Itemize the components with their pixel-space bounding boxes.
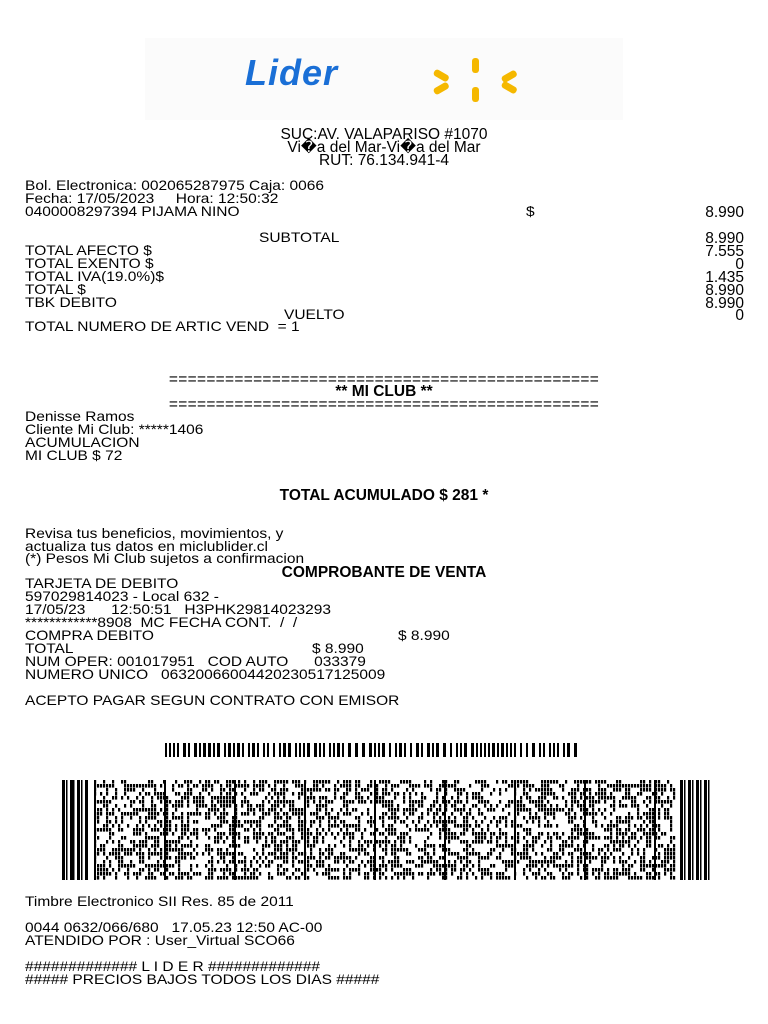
total-label: TOTAL $ [25, 282, 86, 298]
voucher-unico: NUMERO UNICO 06320066004420230517125009 [25, 667, 386, 683]
articles-count: TOTAL NUMERO DE ARTIC VEND = 1 [25, 319, 300, 335]
club-revisa-2: actualiza tus datos en miclublider.cl [25, 539, 268, 555]
voucher-fecha: 17/05/23 12:50:51 H3PHK29814023293 [25, 602, 331, 618]
voucher-oper: NUM OPER: 001017951 COD AUTO 033379 [25, 654, 366, 670]
fecha-hora: Fecha: 17/05/2023 Hora: 12:50:32 [25, 191, 279, 207]
vuelto-label: VUELTO [284, 307, 345, 323]
club-amount: MI CLUB $ 72 [25, 448, 123, 464]
bol-electronica: Bol. Electronica: 002065287975 Caja: 0066 [25, 178, 325, 194]
voucher-compra-label: COMPRA DEBITO [25, 628, 154, 644]
voucher-total-label: TOTAL [25, 641, 74, 657]
afecto-label: TOTAL AFECTO $ [25, 243, 152, 259]
club-client: Cliente Mi Club: *****1406 [25, 422, 204, 438]
club-separator-bottom: ============================================== [168, 396, 600, 413]
item-amount: 8.990 [705, 204, 744, 221]
store-city: Vi�a del Mar-Vi�a del Mar [287, 139, 481, 156]
lider-logo: Lider [245, 52, 339, 93]
voucher-title: COMPROBANTE DE VENTA [281, 564, 487, 581]
club-revisa-1: Revisa tus beneficios, movimientos, y [25, 526, 284, 542]
voucher-compra-value: $ 8.990 [398, 628, 450, 644]
store-rut: RUT: 76.134.941-4 [318, 152, 450, 169]
exento-value: 0 [735, 256, 744, 273]
club-name: Denisse Ramos [25, 409, 135, 425]
spark-logo-icon [432, 58, 522, 102]
voucher-acepto: ACEPTO PAGAR SEGUN CONTRATO CON EMISOR [25, 693, 400, 709]
club-total-acum: TOTAL ACUMULADO $ 281 * [279, 487, 489, 504]
voucher-tarjeta: TARJETA DE DEBITO [25, 576, 179, 592]
club-acum: ACUMULACION [25, 435, 140, 451]
vuelto-value: 0 [735, 307, 744, 324]
tbk-label: TBK DEBITO [25, 295, 117, 311]
footer-line-3: ############# L I D E R ############# [25, 959, 321, 975]
voucher-total-value: $ 8.990 [312, 641, 364, 657]
footer-line-2: ATENDIDO POR : User_Virtual SCO66 [25, 933, 295, 949]
voucher-local: 597029814023 - Local 632 - [25, 589, 219, 605]
exento-label: TOTAL EXENTO $ [25, 256, 154, 272]
club-pesos-note: (*) Pesos Mi Club sujetos a confirmacion [25, 551, 305, 567]
footer-line-4: ##### PRECIOS BAJOS TODOS LOS DIAS ##### [25, 972, 380, 988]
iva-label: TOTAL IVA(19.0%)$ [25, 269, 164, 285]
total-value: 8.990 [705, 282, 744, 299]
voucher-card: ************8908 MC FECHA CONT. / / [25, 615, 298, 631]
iva-value: 1.435 [705, 269, 744, 286]
afecto-value: 7.555 [705, 243, 744, 260]
item-currency: $ [526, 204, 535, 220]
club-separator-top: ============================================== [168, 371, 600, 388]
pdf417-timbre-image [62, 780, 712, 880]
logo-area [145, 38, 623, 120]
timbre-text: Timbre Electronico SII Res. 85 de 2011 [25, 894, 294, 910]
subtotal-label: SUBTOTAL [259, 230, 340, 246]
footer-line-1: 0044 0632/066/680 17.05.23 12:50 AC-00 [25, 920, 323, 936]
barcode-image [165, 743, 577, 757]
tbk-value: 8.990 [705, 295, 744, 312]
item-line: 0400008297394 PIJAMA NINO [25, 204, 240, 220]
store-address: SUC:AV. VALAPARISO #1070 [280, 126, 488, 143]
club-title: ** MI CLUB ** [335, 383, 433, 400]
subtotal-value: 8.990 [705, 230, 744, 247]
